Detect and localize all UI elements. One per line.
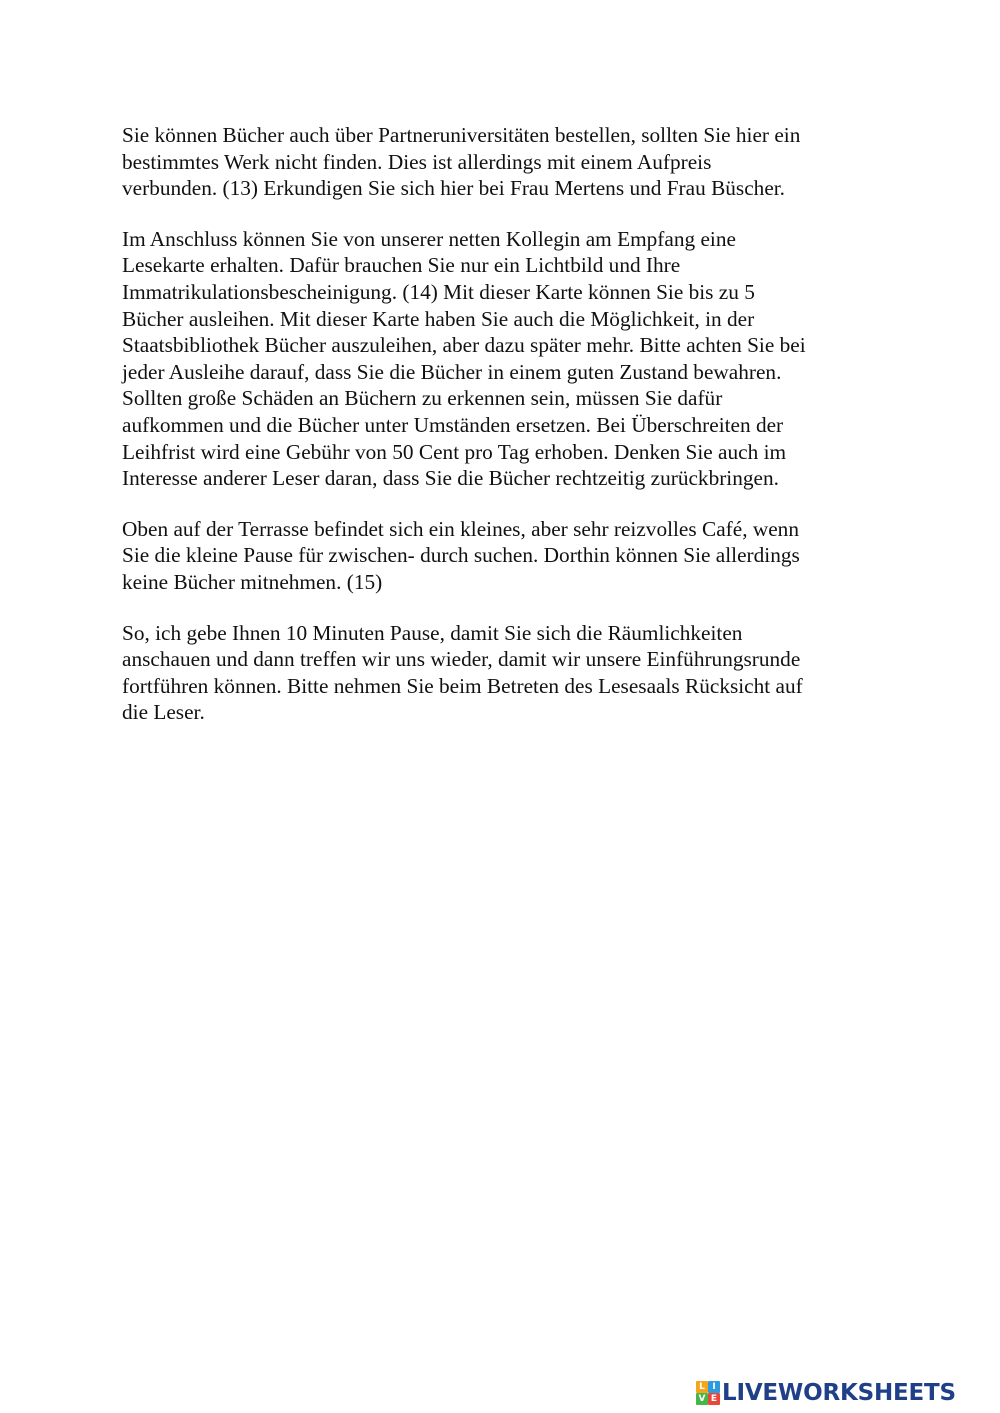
liveworksheets-logo <box>696 1378 956 1408</box>
text-line: keine Bücher mitnehmen. (15) <box>122 569 383 594</box>
paragraph-2 <box>122 226 892 492</box>
text-line: Staatsbibliothek Bücher auszuleihen, aber dazu später mehr. Bitte achten Sie bei <box>122 333 806 358</box>
logo-tile: E <box>708 1393 720 1405</box>
text-line: Bücher ausleihen. Mit dieser Karte haben Sie auch die Möglichkeit, in der <box>122 306 755 331</box>
paragraph-1 <box>122 122 892 202</box>
text-line: Sie können Bücher auch über Partneruniversitäten bestellen, sollten Sie hier ein <box>122 123 801 147</box>
logo-tile: V <box>696 1393 708 1405</box>
text-line: fortführen können. Bitte nehmen Sie beim Betreten des Lesesaals Rücksicht auf <box>122 673 803 698</box>
text-line: die Leser. <box>122 700 205 725</box>
text-line: verbunden. (13) Erkundigen Sie sich hier bei Frau Mertens und Frau Büscher. <box>122 176 786 201</box>
text-line: Sie die kleine Pause für zwischen- durch suchen. Dorthin können Sie allerdings <box>122 543 800 568</box>
text-line: Immatrikulationsbescheinigung. (14) Mit dieser Karte können Sie bis zu 5 <box>122 279 755 304</box>
text-line: Im Anschluss können Sie von unserer netten Kollegin am Empfang eine <box>122 226 736 251</box>
text-line: aufkommen und die Bücher unter Umständen ersetzen. Bei Überschreiten der <box>122 412 784 437</box>
logo-tile: I <box>708 1381 720 1393</box>
text-line: Interesse anderer Leser daran, dass Sie die Bücher rechtzeitig zurückbringen. <box>122 466 779 491</box>
text-line: Oben auf der Terrasse befindet sich ein kleines, aber sehr reizvolles Café, wenn <box>122 516 799 541</box>
text-line: anschauen und dann treffen wir uns wieder, damit wir unsere Einführungsrunde <box>122 647 801 672</box>
text-line: Sollten große Schäden an Büchern zu erkennen sein, müssen Sie dafür <box>122 386 723 411</box>
liveworksheets-logo-icon <box>696 1381 720 1405</box>
logo-tile: L <box>696 1381 708 1393</box>
paragraph-4 <box>122 620 892 726</box>
document-body <box>122 122 892 750</box>
text-line: jeder Ausleihe darauf, dass Sie die Bücher in einem guten Zustand bewahren. <box>122 359 782 384</box>
paragraph-3 <box>122 516 892 596</box>
text-line: Lesekarte erhalten. Dafür brauchen Sie nur ein Lichtbild und Ihre <box>122 253 681 278</box>
text-line: bestimmtes Werk nicht finden. Dies ist allerdings mit einem Aufpreis <box>122 149 712 174</box>
text-line: Leihfrist wird eine Gebühr von 50 Cent pro Tag erhoben. Denken Sie auch im <box>122 439 787 464</box>
text-line: So, ich gebe Ihnen 10 Minuten Pause, damit Sie sich die Räumlichkeiten <box>122 620 743 645</box>
logo-text: LIVEWORKSHEETS <box>722 1380 956 1406</box>
